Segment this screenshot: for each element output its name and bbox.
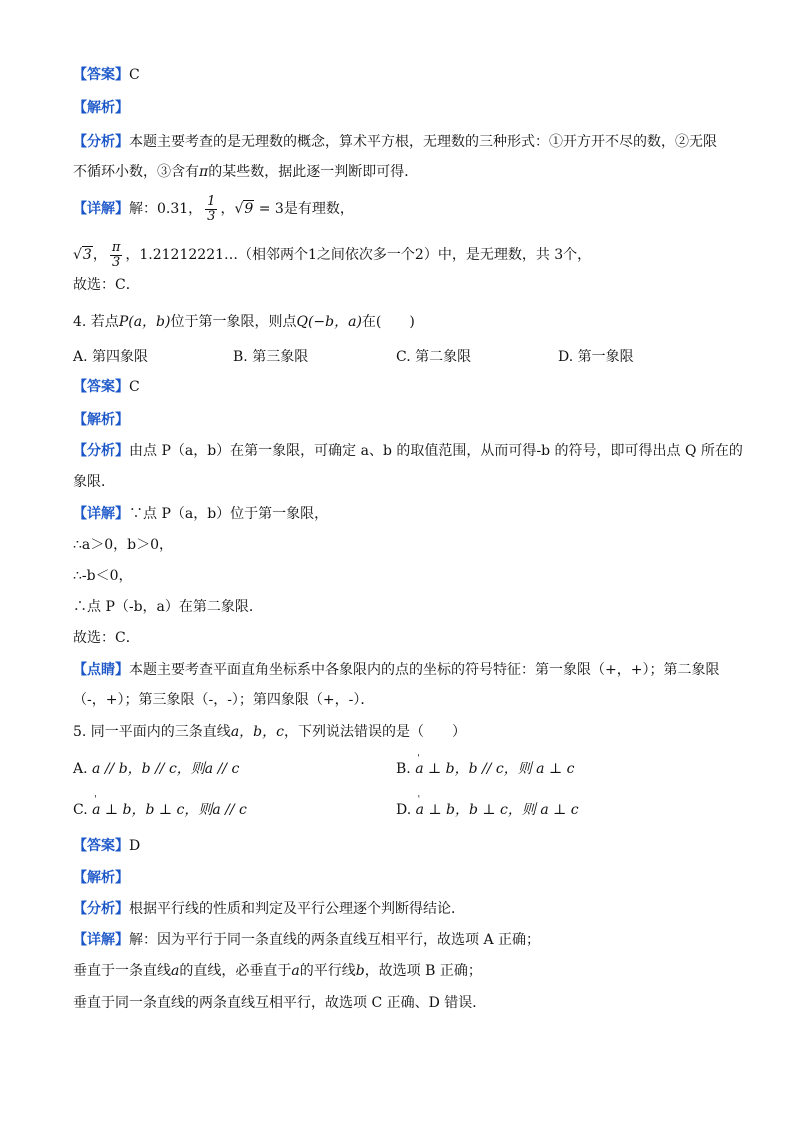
analysis-tag: 【解析】 (73, 412, 129, 428)
q4-fenxi-line-2 (73, 472, 734, 492)
option-math: a // b，b // c，则a // c (92, 761, 240, 777)
point-q: Q(−b，a) (296, 314, 362, 330)
q4-detail-line-3: ∴-b＜0， (73, 568, 133, 584)
fenxi-tag: 【分析】 (73, 134, 129, 150)
detail-tag: 【详解】 (73, 506, 129, 522)
detail-text: ∵点 P（a，b）位于第一象限， (129, 506, 329, 522)
q4-option-b: B. 第三象限 (233, 349, 309, 365)
q4-detail-line-2: ∴a＞0，b＞0， (73, 537, 174, 553)
var-a: a (171, 963, 180, 979)
option-label: B. (396, 761, 411, 777)
q4-fenxi-line-1 (73, 441, 743, 461)
q5-option-d (396, 800, 579, 820)
q4-dianjing-line-2: （-，+）；第三象限（-，-）；第四象限（+，-）． (73, 692, 375, 708)
answer-value: D (129, 838, 141, 854)
option-math: ' a ⊥ b，b ⊥ c，则a // c (92, 800, 247, 820)
q4-stem-text: 4. 若点 (73, 314, 119, 330)
q5-detail-line-3: 垂直于同一条直线的两条直线互相平行，故选项 C 正确、D 错误． (73, 995, 487, 1011)
option-math: ' a ⊥ b，b ⊥ c，则 a ⊥ c (416, 800, 579, 820)
option-math: ' a ⊥ b，b // c，则 a ⊥ c (415, 759, 574, 779)
dianjing-text: 本题主要考查平面直角坐标系中各象限内的点的坐标的符号特征：第一象限（+，+）；第二象限 (129, 662, 720, 678)
q5-detail-line-1 (73, 930, 734, 950)
fraction-pi-third: $\frac{\pi}{3}$ (111, 239, 121, 270)
q5-stem (73, 722, 734, 742)
detail-text: 的直线，必垂直于 (179, 963, 292, 979)
q3-detail-line-2 (73, 240, 734, 270)
q4-analysis-line (73, 410, 734, 430)
answer-tag: 【答案】 (73, 67, 129, 83)
q5-option-b (396, 759, 574, 779)
detail-text: ， (220, 201, 235, 217)
var-a: a (291, 963, 300, 979)
point-p: P(a，b) (118, 314, 171, 330)
option-label: A. (73, 761, 88, 777)
answer-tag: 【答案】 (73, 379, 129, 395)
fraction-one-third: $\frac{1}{3}$ (207, 193, 216, 224)
q4-option-c: C. 第二象限 (396, 349, 472, 365)
q5-fenxi-line-1 (73, 899, 734, 919)
detail-tag: 【详解】 (73, 201, 129, 217)
fenxi-tag: 【分析】 (73, 901, 129, 917)
answer-tag: 【答案】 (73, 838, 129, 854)
detail-text: 解：0.31， (129, 201, 203, 217)
q4-dianjing-line-1 (73, 660, 734, 680)
fenxi-text: 本题主要考查的是无理数的概念，算术平方根，无理数的三种形式：①开方开不尽的数，②无限 (129, 134, 717, 150)
q3-answer-line (73, 65, 734, 85)
detail-tag: 【详解】 (73, 932, 129, 948)
detail-text: 垂直于一条直线 (73, 963, 171, 979)
answer-value: C (129, 67, 140, 83)
dianjing-tag: 【点睛】 (73, 662, 129, 678)
fenxi-text: 根据平行线的性质和判定及平行公理逐个判断得结论． (129, 901, 465, 917)
q4-option-a: A. 第四象限 (73, 349, 149, 365)
q5-stem-text: ，下列说法错误的是（ ） (283, 724, 466, 740)
var-b: b (355, 963, 365, 979)
fenxi-text: 不循环小数，③含有 (73, 164, 199, 180)
analysis-tag: 【解析】 (73, 100, 129, 116)
q3-choose-line (73, 275, 734, 295)
q4-stem-text: 在( ) (361, 314, 415, 330)
fenxi-text: 的某些数，据此逐一判断即可得． (208, 164, 419, 180)
detail-text: ，故选项 B 正确； (364, 963, 482, 979)
fenxi-tag: 【分析】 (73, 443, 129, 459)
sqrt-three: √3 (73, 247, 92, 263)
line-variables: a，b，c (230, 724, 284, 740)
choose-text: 故选：C． (73, 277, 140, 293)
option-label: C. (73, 802, 88, 818)
detail-text: ， (92, 247, 107, 263)
q3-fenxi-line-2 (73, 162, 734, 182)
q4-detail-line-4: ∴点 P（-b，a）在第二象限． (73, 599, 263, 615)
q4-stem-text: 位于第一象限，则点 (170, 314, 297, 330)
q5-answer-line (73, 836, 734, 856)
q5-analysis-line (73, 868, 734, 888)
q4-answer-line (73, 377, 734, 397)
sqrt-nine: √9 (234, 201, 254, 217)
q3-fenxi-line-1 (73, 132, 734, 152)
q4-option-d: D. 第一象限 (558, 349, 634, 365)
detail-text: ，1.21212221…（相邻两个1之间依次多一个2）中，是无理数，共 3个， (125, 247, 592, 263)
analysis-tag: 【解析】 (73, 870, 129, 886)
q4-detail-line-1 (73, 504, 734, 524)
answer-value: C (129, 379, 140, 395)
q5-stem-text: 5. 同一平面内的三条直线 (73, 724, 231, 740)
detail-text: 的平行线 (299, 963, 356, 979)
detail-text: 解：因为平行于同一条直线的两条直线互相平行，故选项 A 正确； (129, 932, 541, 948)
fenxi-text: 象限． (73, 474, 115, 490)
fenxi-text: 由点 P（a，b）在第一象限，可确定 a、b 的取值范围，从而可得-b 的符号，即可得出点 Q 所在的 (129, 443, 743, 459)
option-label: D. (396, 802, 412, 818)
detail-text: = 3是有理数， (254, 201, 354, 217)
q3-detail-line-1 (73, 194, 734, 224)
q3-analysis-line (73, 98, 734, 118)
pi-symbol: π (199, 164, 209, 180)
q4-choose-line: 故选：C． (73, 630, 140, 646)
q5-detail-line-2 (73, 961, 734, 981)
q5-option-c (73, 800, 247, 820)
q5-option-a (73, 759, 239, 779)
q4-stem (73, 312, 734, 332)
